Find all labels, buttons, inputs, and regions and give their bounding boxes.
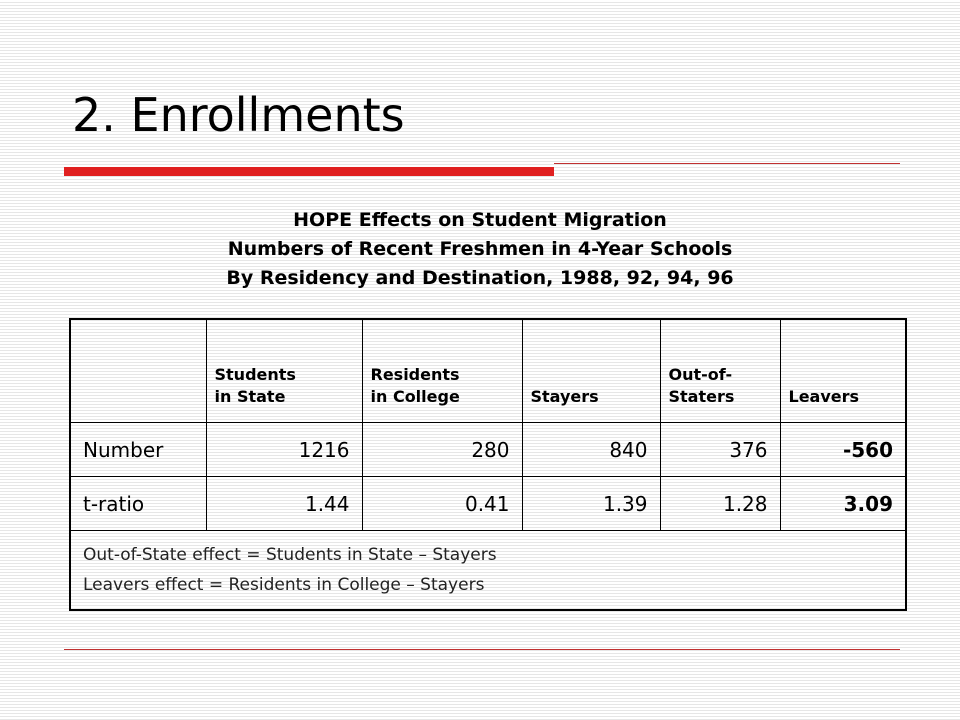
- cell-value: 1.39: [522, 477, 660, 531]
- cell-value: 280: [362, 423, 522, 477]
- header-blank: [70, 319, 206, 423]
- header-line: in State: [214, 387, 286, 406]
- row-label: Number: [70, 423, 206, 477]
- table-caption: [0, 206, 960, 293]
- row-label: t-ratio: [70, 477, 206, 531]
- header-line: Out-of-: [668, 365, 733, 384]
- header-line: Students: [214, 365, 296, 384]
- cell-value: 1.44: [206, 477, 362, 531]
- header-leavers: [780, 319, 906, 423]
- table-notes-row: [70, 531, 906, 611]
- cell-value: -560: [780, 423, 906, 477]
- header-row: [70, 319, 906, 423]
- title-underline-thick: [64, 167, 554, 176]
- table-notes: [70, 531, 906, 611]
- caption-line-2: Numbers of Recent Freshmen in 4-Year Schools: [227, 238, 733, 260]
- note-out-of-state-effect: Out-of-State effect = Students in State – Stayers: [83, 545, 497, 565]
- caption-line-3: By Residency and Destination, 1988, 92, 94, 96: [226, 267, 734, 289]
- table-row-number: [70, 423, 906, 477]
- header-line: in College: [370, 387, 460, 406]
- header-out-of-staters: [660, 319, 780, 423]
- header-line: Residents: [370, 365, 460, 384]
- cell-value: 1216: [206, 423, 362, 477]
- slide-title: 2. Enrollments: [72, 88, 405, 142]
- caption-line-1: HOPE Effects on Student Migration: [293, 209, 667, 231]
- migration-table: [69, 318, 907, 611]
- table-row-t-ratio: [70, 477, 906, 531]
- header-students-in-state: [206, 319, 362, 423]
- footer-rule: [64, 649, 900, 650]
- header-line: Stayers: [530, 387, 599, 406]
- note-leavers-effect: Leavers effect = Residents in College – Stayers: [83, 575, 485, 595]
- header-line: Staters: [668, 387, 735, 406]
- title-underline-thin: [554, 163, 900, 164]
- cell-value: 3.09: [780, 477, 906, 531]
- header-residents-in-college: [362, 319, 522, 423]
- cell-value: 1.28: [660, 477, 780, 531]
- cell-value: 0.41: [362, 477, 522, 531]
- cell-value: 840: [522, 423, 660, 477]
- header-line: Leavers: [788, 387, 860, 406]
- header-stayers: [522, 319, 660, 423]
- cell-value: 376: [660, 423, 780, 477]
